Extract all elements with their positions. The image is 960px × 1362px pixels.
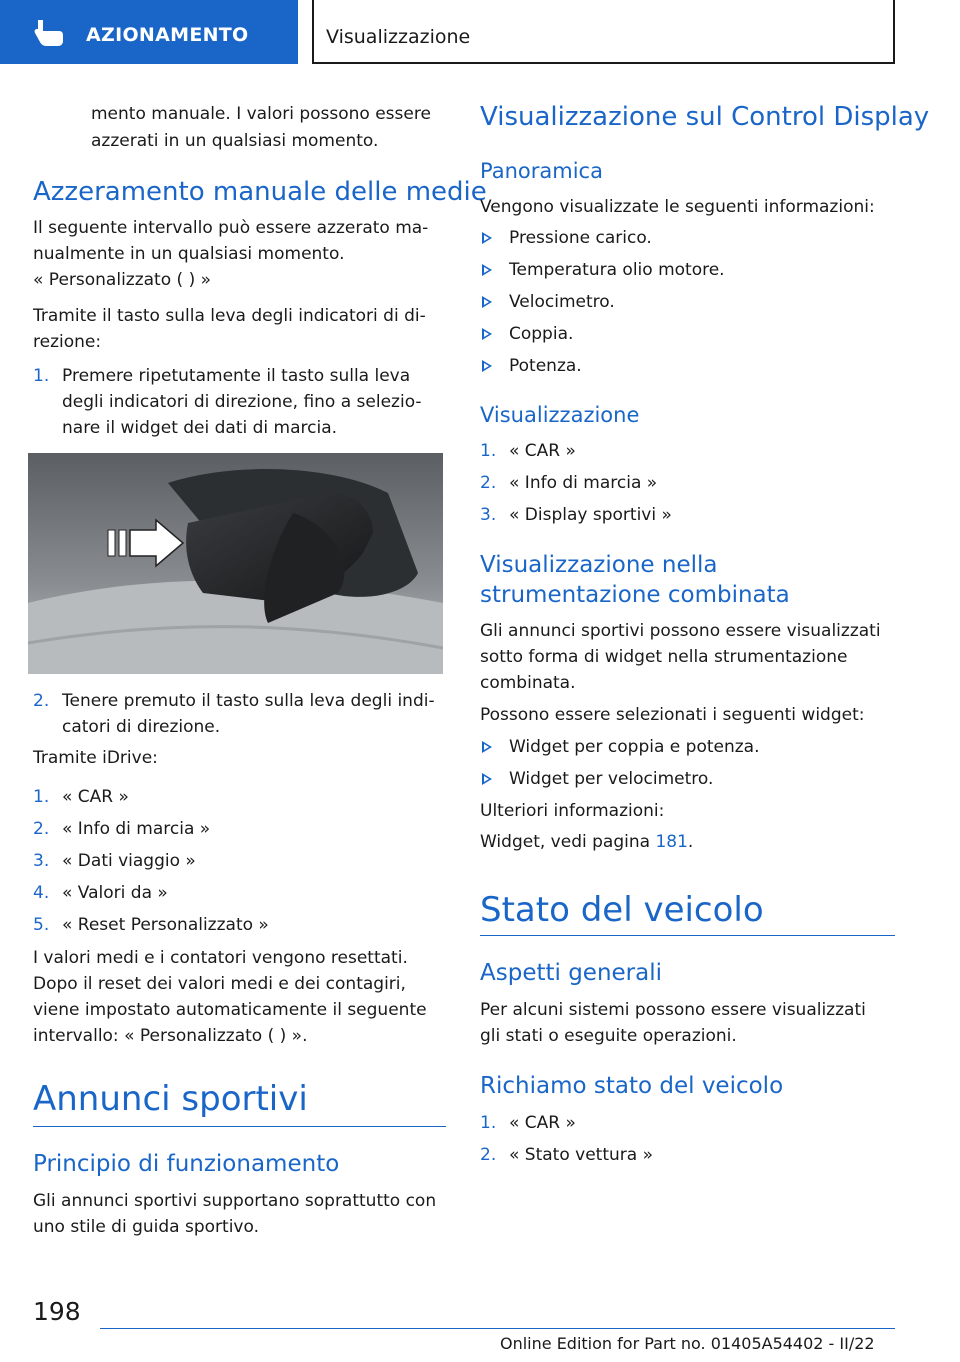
- idrive-label: Tramite iDrive:: [33, 748, 158, 768]
- widget-ref-prefix: Widget, vedi pagina: [480, 832, 656, 852]
- overview-heading: Panoramica: [480, 159, 603, 183]
- cluster-p1-l2: sotto forma di widget nella strumentazione: [480, 647, 848, 667]
- widget-item: Widget per coppia e potenza.: [509, 737, 760, 757]
- pointing-hand-icon: [32, 18, 66, 48]
- general-l2: gli stati o eseguite operazioni.: [480, 1026, 737, 1046]
- widget-item: Widget per velocimetro.: [509, 769, 714, 789]
- page-section-title: Visualizzazione: [326, 26, 471, 48]
- edition-label: Online Edition for Part no. 01405A54402 - II/22: [500, 1334, 875, 1353]
- after-l3: viene impostato automaticamente il seguente: [33, 1000, 427, 1020]
- sport-heading: Annunci sportivi: [33, 1079, 308, 1119]
- cluster-p2: Possono essere selezionati i seguenti widget:: [480, 705, 865, 725]
- bullet-triangle-icon: [482, 328, 492, 340]
- cluster-heading-l1: Visualizzazione nella: [480, 552, 718, 578]
- section-label: AZIONAMENTO: [86, 24, 249, 46]
- bullet-triangle-icon: [482, 360, 492, 372]
- step-number: 3.: [480, 505, 497, 525]
- recall-step-text: « Stato vettura »: [509, 1145, 653, 1165]
- step-number: 2.: [480, 1145, 497, 1165]
- cluster-p1-l3: combinata.: [480, 673, 576, 693]
- bullet-triangle-icon: [482, 296, 492, 308]
- step1-l1: Premere ripetutamente il tasto sulla leva: [62, 366, 411, 386]
- general-heading: Aspetti generali: [480, 960, 663, 986]
- after-l1: I valori medi e i contatori vengono resettati.: [33, 948, 408, 968]
- reset-p2-l1: Tramite il tasto sulla leva degli indicatori di di-: [33, 306, 426, 326]
- step1-l3: nare il widget dei dati di marcia.: [62, 418, 338, 438]
- step-number: 3.: [33, 851, 50, 871]
- idrive-step-text: « Dati viaggio »: [62, 851, 196, 871]
- bullet-triangle-icon: [482, 741, 492, 753]
- reset-p1-l2: nualmente in un qualsiasi momento.: [33, 244, 345, 264]
- widget-ref: [480, 829, 693, 855]
- principle-heading: Principio di funzionamento: [33, 1151, 340, 1177]
- step-number: 5.: [33, 915, 50, 935]
- section-rule: [480, 935, 895, 936]
- recall-heading: Richiamo stato del veicolo: [480, 1073, 784, 1099]
- after-l4: intervallo: « Personalizzato ( ) ».: [33, 1026, 308, 1046]
- intro-line-2: azzerati in un qualsiasi momento.: [91, 131, 379, 151]
- section-tab: [0, 0, 298, 64]
- step-number: 1.: [480, 1113, 497, 1133]
- reset-heading: Azzeramento manuale delle medie: [33, 177, 487, 207]
- step-number: 4.: [33, 883, 50, 903]
- principle-l1: Gli annunci sportivi supportano soprattutto con: [33, 1191, 437, 1211]
- reset-p1-l3: « Personalizzato ( ) »: [33, 270, 212, 290]
- bullet-triangle-icon: [482, 773, 492, 785]
- step-number: 1.: [33, 366, 50, 386]
- display-step-text: « Display sportivi »: [509, 505, 672, 525]
- page-number: 198: [33, 1297, 81, 1326]
- intro-line-1: mento manuale. I valori possono essere: [91, 104, 431, 124]
- overview-intro: Vengono visualizzate le seguenti informazioni:: [480, 197, 875, 217]
- page-section-header: [312, 0, 895, 64]
- overview-item: Temperatura olio motore.: [509, 260, 725, 280]
- step-number: 1.: [33, 787, 50, 807]
- step2-l2: catori di direzione.: [62, 717, 221, 737]
- idrive-step-text: « Info di marcia »: [62, 819, 211, 839]
- bullet-triangle-icon: [482, 232, 492, 244]
- cluster-heading-l2: strumentazione combinata: [480, 582, 790, 608]
- more-info-label: Ulteriori informazioni:: [480, 801, 665, 821]
- widget-ref-suffix: .: [687, 832, 694, 852]
- step-number: 2.: [33, 819, 50, 839]
- display-heading: Visualizzazione: [480, 403, 640, 427]
- display-step-text: « CAR »: [509, 441, 576, 461]
- overview-item: Pressione carico.: [509, 228, 652, 248]
- reset-p2-l2: rezione:: [33, 332, 102, 352]
- bullet-triangle-icon: [482, 264, 492, 276]
- overview-item: Velocimetro.: [509, 292, 615, 312]
- step-number: 2.: [33, 691, 50, 711]
- section-rule: [33, 1126, 446, 1127]
- footer-rule: [100, 1328, 895, 1329]
- after-l2: Dopo il reset dei valori medi e dei contagiri,: [33, 974, 406, 994]
- display-step-text: « Info di marcia »: [509, 473, 658, 493]
- status-heading: Stato del veicolo: [480, 890, 764, 930]
- step1-l2: degli indicatori di direzione, fino a selezio-: [62, 392, 422, 412]
- recall-step-text: « CAR »: [509, 1113, 576, 1133]
- step-number: 1.: [480, 441, 497, 461]
- cd-heading: Visualizzazione sul Control Display: [480, 102, 930, 132]
- principle-l2: uno stile di guida sportivo.: [33, 1217, 259, 1237]
- general-l1: Per alcuni sistemi possono essere visualizzati: [480, 1000, 866, 1020]
- step-number: 2.: [480, 473, 497, 493]
- overview-item: Potenza.: [509, 356, 582, 376]
- steering-lever-illustration: [28, 453, 443, 674]
- overview-item: Coppia.: [509, 324, 574, 344]
- widget-page-link[interactable]: 181: [655, 832, 688, 852]
- step2-l1: Tenere premuto il tasto sulla leva degli indi-: [62, 691, 435, 711]
- idrive-step-text: « CAR »: [62, 787, 129, 807]
- cluster-p1-l1: Gli annunci sportivi possono essere visualizzati: [480, 621, 881, 641]
- idrive-step-text: « Valori da »: [62, 883, 168, 903]
- reset-p1-l1: Il seguente intervallo può essere azzerato ma-: [33, 218, 429, 238]
- idrive-step-text: « Reset Personalizzato »: [62, 915, 269, 935]
